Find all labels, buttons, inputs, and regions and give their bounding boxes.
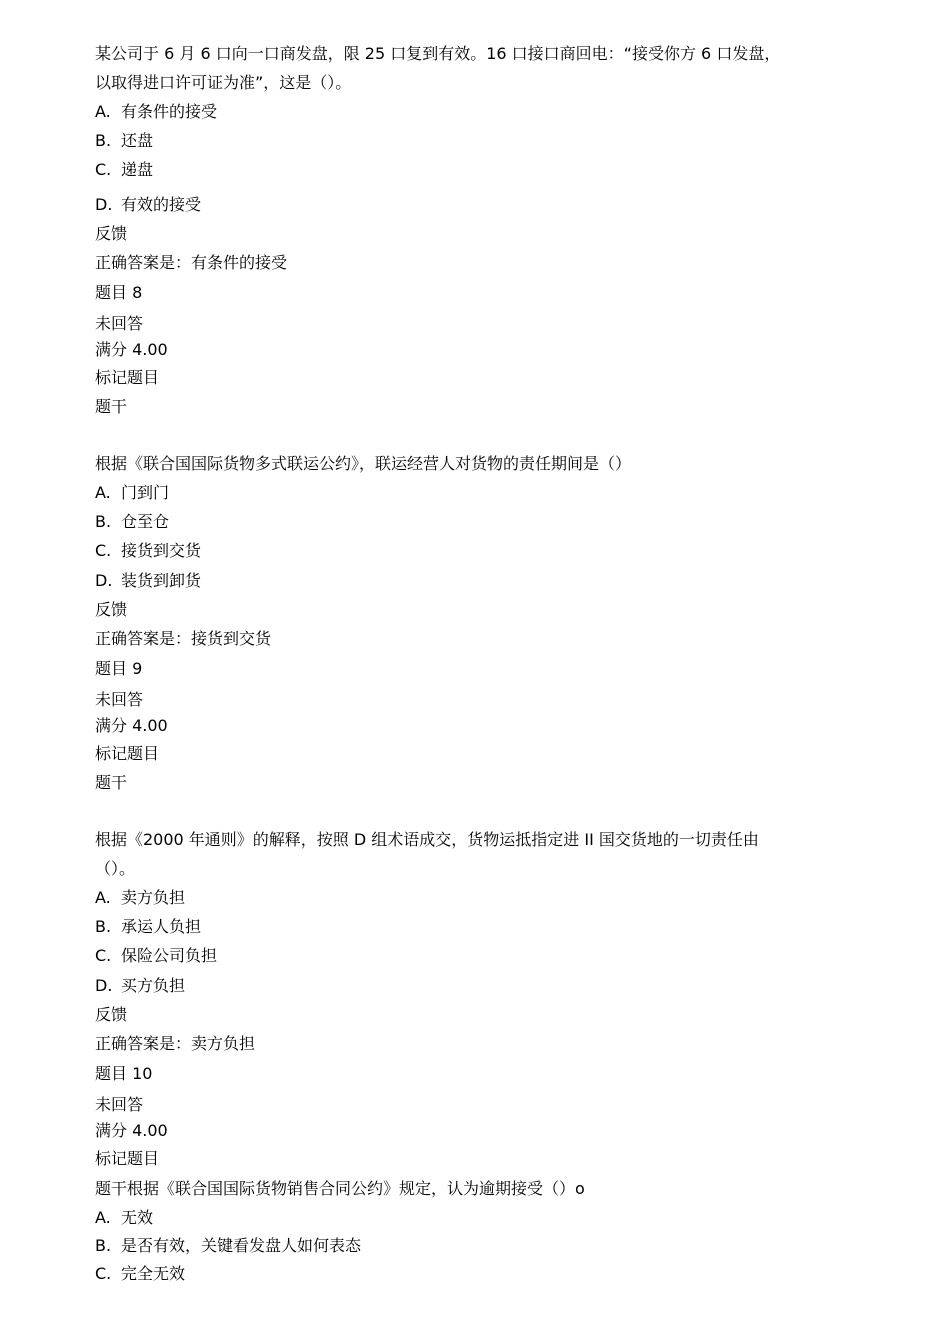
option-letter: B. — [95, 131, 112, 150]
answer-option-d[interactable] — [95, 976, 185, 996]
answer-option-d[interactable] — [95, 195, 201, 215]
option-text: 是否有效，关键看发盘人如何表态 — [121, 1236, 362, 1255]
option-text: 买方负担 — [121, 976, 186, 995]
answer-option-b[interactable] — [95, 917, 201, 937]
option-letter: C. — [95, 160, 112, 179]
option-text: 递盘 — [121, 160, 154, 179]
feedback-heading: 反馈 — [95, 224, 128, 243]
option-text: 有效的接受 — [121, 195, 202, 214]
answer-option-a[interactable] — [95, 102, 217, 122]
answer-option-c[interactable] — [95, 160, 153, 180]
option-text: 保险公司负担 — [121, 946, 218, 965]
answer-option-c[interactable] — [95, 541, 201, 561]
answer-option-b[interactable] — [95, 131, 153, 151]
option-text: 装货到卸货 — [121, 571, 202, 590]
option-letter: B. — [95, 1236, 112, 1255]
option-text: 卖方负担 — [121, 888, 186, 907]
option-text: 接货到交货 — [121, 541, 202, 560]
flag-question-link[interactable]: 标记题目 — [95, 744, 160, 763]
question-stem: 根据《联合国国际货物多式联运公约》，联运经营人对货物的责任期间是（） — [95, 454, 632, 473]
answer-option-a[interactable] — [95, 1208, 153, 1228]
option-letter: D. — [95, 976, 113, 995]
question-score: 满分 4.00 — [95, 340, 168, 359]
flag-question-link[interactable]: 标记题目 — [95, 368, 160, 387]
question-title: 题目 10 — [95, 1064, 153, 1083]
question-status: 未回答 — [95, 690, 144, 709]
question-stem: 根据《2000 年通则》的解释，按照 D 组术语成交，货物运抵指定进 II 国交货地的一切责任由 — [95, 830, 759, 849]
flag-question-link[interactable]: 标记题目 — [95, 1149, 160, 1168]
option-text: 无效 — [121, 1208, 154, 1227]
answer-option-d[interactable] — [95, 571, 201, 591]
answer-option-a[interactable] — [95, 888, 185, 908]
question-status: 未回答 — [95, 1095, 144, 1114]
option-letter: A. — [95, 888, 111, 907]
option-text: 还盘 — [121, 131, 154, 150]
option-letter: D. — [95, 195, 113, 214]
option-letter: B. — [95, 512, 112, 531]
stem-label: 题干 — [95, 397, 128, 416]
correct-answer: 正确答案是：接货到交货 — [95, 629, 272, 648]
question-stem: （）。 — [95, 859, 136, 878]
option-letter: B. — [95, 917, 112, 936]
option-text: 有条件的接受 — [121, 102, 218, 121]
stem-label: 题干 — [95, 773, 128, 792]
option-text: 完全无效 — [121, 1264, 186, 1283]
answer-option-a[interactable] — [95, 483, 169, 503]
correct-answer: 正确答案是：有条件的接受 — [95, 253, 288, 272]
answer-option-b[interactable] — [95, 1236, 361, 1256]
question-title: 题目 8 — [95, 283, 143, 302]
question-title: 题目 9 — [95, 659, 143, 678]
question-stem: 某公司于 6 月 6 口向一口商发盘，限 25 口复到有效。16 口接口商回电：“接受你方 6 口发盘， — [95, 44, 781, 63]
feedback-heading: 反馈 — [95, 600, 128, 619]
option-letter: A. — [95, 483, 111, 502]
option-letter: A. — [95, 1208, 111, 1227]
feedback-heading: 反馈 — [95, 1005, 128, 1024]
option-letter: C. — [95, 1264, 112, 1283]
question-stem: 题干根据《联合国国际货物销售合同公约》规定，认为逾期接受（）o — [95, 1179, 585, 1198]
option-text: 仓至仓 — [121, 512, 170, 531]
question-score: 满分 4.00 — [95, 1121, 168, 1140]
option-letter: D. — [95, 571, 113, 590]
answer-option-c[interactable] — [95, 946, 217, 966]
correct-answer: 正确答案是：卖方负担 — [95, 1034, 256, 1053]
option-letter: A. — [95, 102, 111, 121]
question-status: 未回答 — [95, 314, 144, 333]
option-text: 承运人负担 — [121, 917, 202, 936]
option-text: 门到门 — [121, 483, 170, 502]
answer-option-c[interactable] — [95, 1264, 185, 1284]
question-stem: 以取得进口许可证为准”，这是（）。 — [95, 73, 352, 92]
option-letter: C. — [95, 946, 112, 965]
answer-option-b[interactable] — [95, 512, 169, 532]
option-letter: C. — [95, 541, 112, 560]
question-score: 满分 4.00 — [95, 716, 168, 735]
